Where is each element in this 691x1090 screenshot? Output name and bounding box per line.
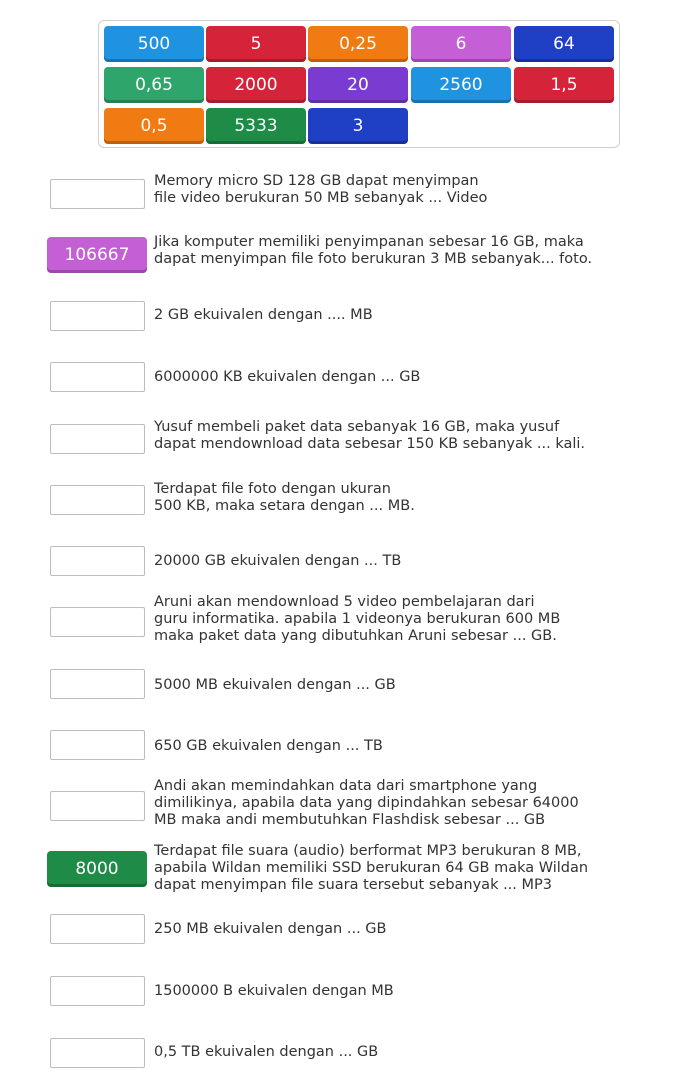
answer-slot[interactable] <box>50 485 145 515</box>
answer-slot[interactable] <box>50 791 145 821</box>
answer-tile[interactable]: 1,5 <box>514 67 614 103</box>
answer-slot[interactable] <box>50 976 145 1006</box>
answer-tile[interactable]: 0,5 <box>104 108 204 144</box>
answer-slot[interactable] <box>50 362 145 392</box>
answer-tile[interactable]: 500 <box>104 26 204 62</box>
answer-slot-filled[interactable]: 8000 <box>47 851 147 887</box>
answer-slot[interactable] <box>50 730 145 760</box>
answer-tile[interactable]: 2560 <box>411 67 511 103</box>
question-text: 5000 MB ekuivalen dengan ... GB <box>154 677 396 693</box>
answer-slot[interactable] <box>50 301 145 331</box>
answer-slot[interactable] <box>50 914 145 944</box>
answer-slot-filled[interactable]: 106667 <box>47 237 147 273</box>
answer-slot[interactable] <box>50 669 145 699</box>
question-text: Aruni akan mendownload 5 video pembelajaran dari guru informatika. apabila 1 videonya berukuran 600 MB maka paket data yang dibutuhkan Aruni sebesar ... GB. <box>154 594 561 644</box>
question-text: 250 MB ekuivalen dengan ... GB <box>154 921 387 937</box>
question-text: Andi akan memindahkan data dari smartphone yang dimilikinya, apabila data yang dipindahkan sebesar 64000 MB maka andi membutuhkan Flashdisk sebesar ... GB <box>154 778 579 828</box>
answer-slot[interactable] <box>50 179 145 209</box>
question-text: 1500000 B ekuivalen dengan MB <box>154 983 394 999</box>
answer-tile[interactable]: 20 <box>308 67 408 103</box>
question-text: 2 GB ekuivalen dengan .... MB <box>154 307 373 323</box>
question-text: 20000 GB ekuivalen dengan ... TB <box>154 553 402 569</box>
answer-tile[interactable]: 64 <box>514 26 614 62</box>
answer-tile[interactable]: 0,65 <box>104 67 204 103</box>
question-text: 6000000 KB ekuivalen dengan ... GB <box>154 369 421 385</box>
question-text: Yusuf membeli paket data sebanyak 16 GB, maka yusuf dapat mendownload data sebesar 150 KB sebanyak ... kali. <box>154 419 586 452</box>
answer-tile[interactable]: 3 <box>308 108 408 144</box>
question-text: 0,5 TB ekuivalen dengan ... GB <box>154 1044 379 1060</box>
answer-tile[interactable]: 0,25 <box>308 26 408 62</box>
answer-bank <box>98 20 620 148</box>
answer-slot[interactable] <box>50 607 145 637</box>
answer-slot[interactable] <box>50 1038 145 1068</box>
question-text: Terdapat file foto dengan ukuran 500 KB, maka setara dengan ... MB. <box>154 481 415 514</box>
answer-slot[interactable] <box>50 424 145 454</box>
answer-tile[interactable]: 5333 <box>206 108 306 144</box>
answer-slot[interactable] <box>50 546 145 576</box>
question-text: 650 GB ekuivalen dengan ... TB <box>154 738 383 754</box>
answer-tile[interactable]: 2000 <box>206 67 306 103</box>
question-text: Memory micro SD 128 GB dapat menyimpan file video berukuran 50 MB sebanyak ... Video <box>154 173 488 206</box>
answer-tile[interactable]: 5 <box>206 26 306 62</box>
question-text: Jika komputer memiliki penyimpanan sebesar 16 GB, maka dapat menyimpan file foto berukuran 3 MB sebanyak... foto. <box>154 234 593 267</box>
answer-tile[interactable]: 6 <box>411 26 511 62</box>
question-text: Terdapat file suara (audio) berformat MP3 berukuran 8 MB, apabila Wildan memiliki SSD berukuran 64 GB maka Wildan dapat menyimpan file suara tersebut sebanyak ... MP3 <box>154 843 589 893</box>
